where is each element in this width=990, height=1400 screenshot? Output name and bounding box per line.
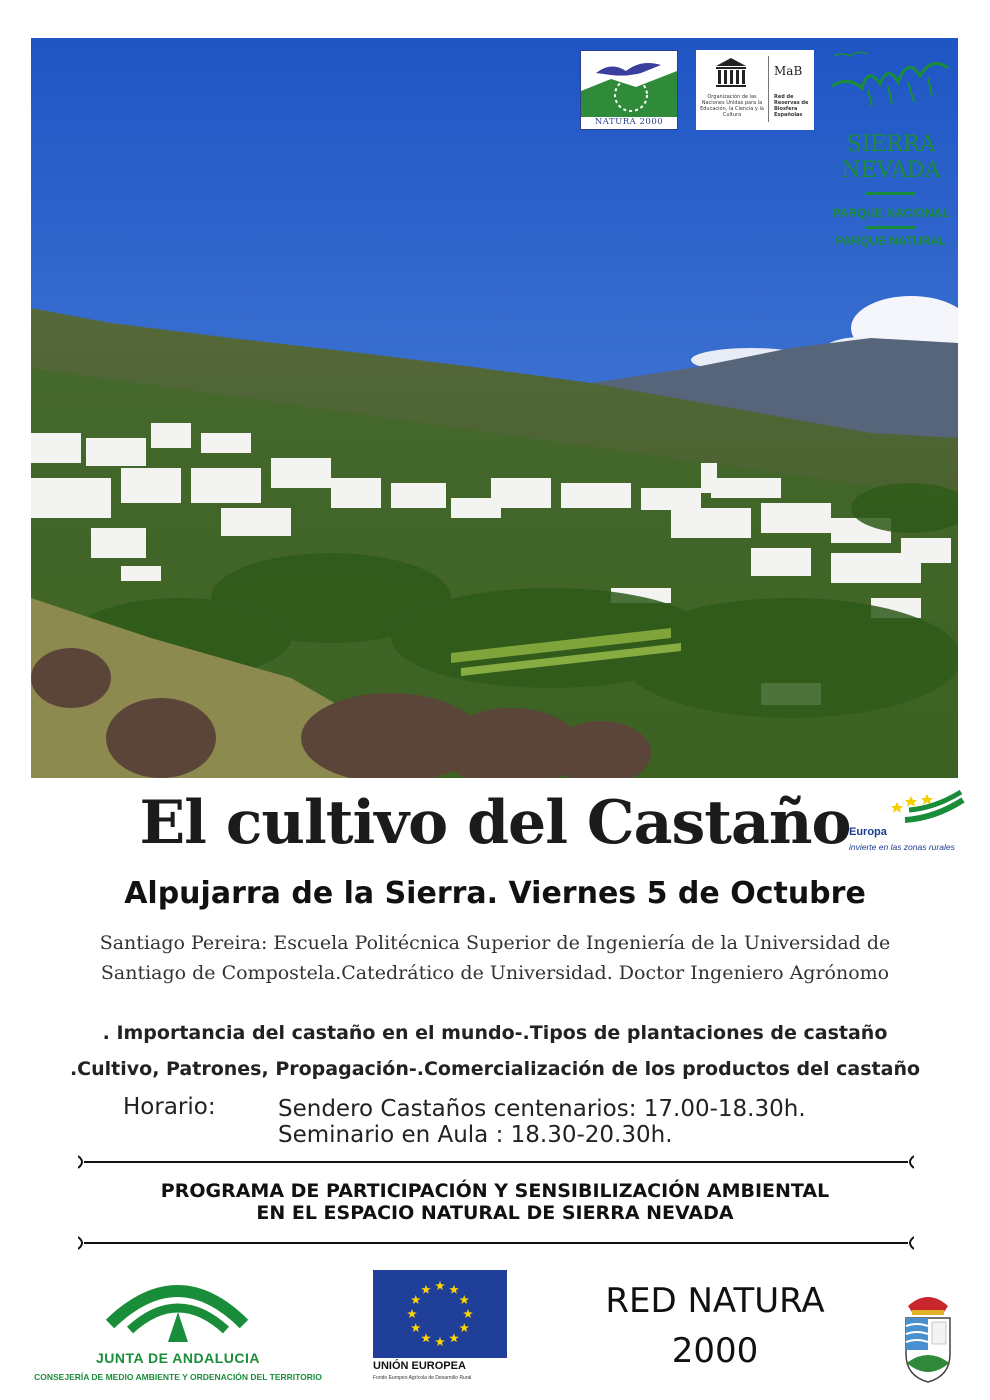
- junta-sub: CONSEJERÍA DE MEDIO AMBIENTE Y ORDENACIÓN DEL TERRITORIO: [34, 1372, 322, 1382]
- programa-line-2: EN EL ESPACIO NATURAL DE SIERRA NEVADA: [256, 1202, 734, 1224]
- eu-star-icon: [435, 1281, 445, 1290]
- landscape-photo: [31, 38, 958, 778]
- natura-label: NATURA 2000: [594, 117, 664, 127]
- natura-birds-icon: [581, 51, 677, 117]
- natura-2000-logo: [580, 50, 678, 130]
- red-natura-text: [560, 1276, 870, 1376]
- sierra-nevada-title: SIERRA NEVADA: [841, 132, 941, 183]
- junta-name: JUNTA DE ANDALUCIA: [95, 1350, 261, 1366]
- divider: [866, 192, 916, 195]
- eu-star-icon: [411, 1323, 421, 1332]
- parque-natural-label: PARQUE NATURAL: [835, 234, 947, 248]
- red-natura-line-1: RED NATURA: [605, 1281, 825, 1321]
- eu-sub: Fondo Europeo Agrícola de Desarrollo Rural: [373, 1375, 472, 1381]
- europa-label: Europa: [849, 826, 887, 838]
- eu-star-icon: [449, 1285, 459, 1294]
- parque-nacional-label: PARQUE NACIONAL: [832, 206, 950, 220]
- union-europea-logo: [373, 1270, 507, 1390]
- eu-name: UNIÓN EUROPEA: [373, 1360, 466, 1372]
- europa-sub: invierte en las zonas rurales: [849, 842, 955, 852]
- eu-star-icon: [411, 1295, 421, 1304]
- unesco-temple-icon: [696, 52, 766, 94]
- eu-star-icon: [460, 1323, 470, 1332]
- junta-emblem-icon: [28, 1268, 328, 1348]
- eu-star-icon: [421, 1285, 431, 1294]
- eu-star-icon: [421, 1333, 431, 1342]
- mountain-sketch-icon: [828, 46, 954, 126]
- decorative-rule: [78, 1236, 914, 1250]
- junta-andalucia-logo: [28, 1268, 328, 1388]
- speaker-line-2: Santiago de Compostela.Catedrático de Universidad. Doctor Ingeniero Agrónomo: [100, 962, 890, 984]
- mab-text: Red de Reservas de Biosfera Españolas: [774, 94, 809, 118]
- decorative-rule: [78, 1155, 914, 1169]
- topics-line-1: . Importancia del castaño en el mundo-.Tipos de plantaciones de castaño: [102, 1022, 888, 1044]
- unesco-mab-logo: [696, 50, 814, 130]
- andalucia-stars-icon: [845, 790, 965, 826]
- event-subtitle: Alpujarra de la Sierra. Viernes 5 de Octubre: [124, 876, 866, 911]
- horario-sendero: Sendero Castaños centenarios: 17.00-18.30h.: [278, 1096, 806, 1122]
- unesco-text: Organización de las Naciones Unidas para la Educación, la Ciencia y la Cultura: [700, 94, 764, 118]
- red-natura-line-2: 2000: [671, 1331, 759, 1371]
- event-title: El cultivo del Castaño: [139, 788, 851, 858]
- mab-title: MaB: [774, 64, 803, 78]
- eu-star-icon: [460, 1295, 470, 1304]
- coat-of-arms-icon: [900, 1292, 956, 1384]
- topics-line-2: .Cultivo, Patrones, Propagación-.Comercialización de los productos del castaño: [69, 1058, 921, 1080]
- eu-star-icon: [435, 1337, 445, 1346]
- eu-star-icon: [449, 1333, 459, 1342]
- sierra-nevada-logo: [828, 46, 954, 256]
- horario-seminario: Seminario en Aula : 18.30-20.30h.: [278, 1122, 673, 1148]
- eu-flag-icon: [373, 1270, 507, 1358]
- speaker-line-1: Santiago Pereira: Escuela Politécnica Superior de Ingeniería de la Universidad de: [99, 932, 891, 954]
- divider: [866, 226, 916, 229]
- eu-star-icon: [463, 1309, 473, 1318]
- programa-line-1: PROGRAMA DE PARTICIPACIÓN Y SENSIBILIZACIÓN AMBIENTAL: [160, 1180, 830, 1202]
- eu-star-icon: [407, 1309, 417, 1318]
- horario-label: Horario:: [123, 1094, 216, 1120]
- europa-rural-logo: [845, 790, 965, 854]
